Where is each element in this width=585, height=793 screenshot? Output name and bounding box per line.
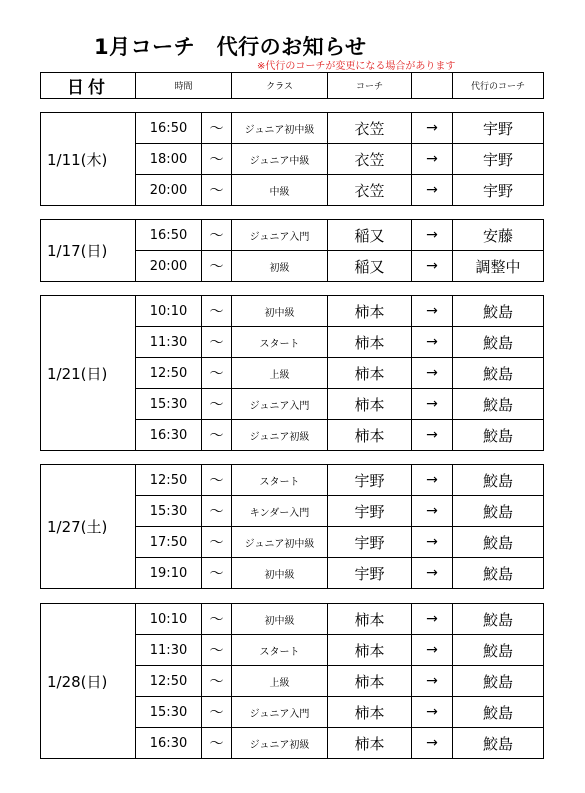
arrow-cell: →: [412, 558, 453, 589]
class-cell: 上級: [232, 358, 328, 389]
coach-cell: 宇野: [328, 558, 412, 589]
time-cell: 12:50: [136, 358, 202, 389]
time-cell: 11:30: [136, 327, 202, 358]
substitute-cell: 鮫島: [453, 465, 544, 496]
date-cell: 1/17(日): [41, 220, 136, 282]
arrow-cell: →: [412, 728, 453, 759]
tilde-cell: ～: [202, 389, 232, 420]
arrow-cell: →: [412, 389, 453, 420]
arrow-cell: →: [412, 496, 453, 527]
substitute-cell: 調整中: [453, 251, 544, 282]
date-cell: 1/28(日): [41, 604, 136, 759]
tilde-cell: ～: [202, 327, 232, 358]
tilde-cell: ～: [202, 527, 232, 558]
coach-cell: 衣笠: [328, 113, 412, 144]
arrow-cell: →: [412, 527, 453, 558]
coach-cell: 柿本: [328, 728, 412, 759]
class-cell: ジュニア初中級: [232, 527, 328, 558]
arrow-cell: →: [412, 420, 453, 451]
substitute-cell: 鮫島: [453, 635, 544, 666]
time-cell: 15:30: [136, 697, 202, 728]
header-arrow-blank: [412, 73, 453, 99]
arrow-cell: →: [412, 635, 453, 666]
time-cell: 17:50: [136, 527, 202, 558]
time-cell: 11:30: [136, 635, 202, 666]
class-cell: 初中級: [232, 558, 328, 589]
class-cell: 中級: [232, 175, 328, 206]
substitute-cell: 鮫島: [453, 420, 544, 451]
schedule-group-table: [40, 219, 544, 282]
coach-cell: 稲又: [328, 251, 412, 282]
time-cell: 16:30: [136, 420, 202, 451]
coach-cell: 柿本: [328, 296, 412, 327]
tilde-cell: ～: [202, 496, 232, 527]
time-cell: 16:50: [136, 220, 202, 251]
arrow-cell: →: [412, 296, 453, 327]
time-cell: 12:50: [136, 666, 202, 697]
substitute-cell: 鮫島: [453, 327, 544, 358]
header-time: 時間: [136, 73, 232, 99]
coach-cell: 柿本: [328, 327, 412, 358]
date-cell: 1/11(木): [41, 113, 136, 206]
coach-cell: 宇野: [328, 465, 412, 496]
substitute-cell: 鮫島: [453, 604, 544, 635]
time-cell: 15:30: [136, 389, 202, 420]
tilde-cell: ～: [202, 728, 232, 759]
coach-cell: 柿本: [328, 389, 412, 420]
schedule-group-table: [40, 112, 544, 206]
tilde-cell: ～: [202, 604, 232, 635]
coach-cell: 柿本: [328, 604, 412, 635]
date-cell: 1/21(日): [41, 296, 136, 451]
schedule-group-table: [40, 464, 544, 589]
substitute-cell: 鮫島: [453, 296, 544, 327]
class-cell: 初中級: [232, 296, 328, 327]
substitute-cell: 宇野: [453, 113, 544, 144]
tilde-cell: ～: [202, 635, 232, 666]
substitute-cell: 鮫島: [453, 358, 544, 389]
tilde-cell: ～: [202, 175, 232, 206]
tilde-cell: ～: [202, 420, 232, 451]
class-cell: ジュニア初級: [232, 420, 328, 451]
substitute-cell: 安藤: [453, 220, 544, 251]
arrow-cell: →: [412, 251, 453, 282]
substitute-cell: 鮫島: [453, 697, 544, 728]
arrow-cell: →: [412, 697, 453, 728]
coach-cell: 衣笠: [328, 175, 412, 206]
table-row: [41, 296, 544, 327]
coach-cell: 宇野: [328, 496, 412, 527]
time-cell: 16:30: [136, 728, 202, 759]
class-cell: スタート: [232, 465, 328, 496]
class-cell: ジュニア入門: [232, 697, 328, 728]
date-cell: 1/27(土): [41, 465, 136, 589]
class-cell: ジュニア初中級: [232, 113, 328, 144]
table-row: [41, 113, 544, 144]
time-cell: 20:00: [136, 251, 202, 282]
coach-cell: 柿本: [328, 635, 412, 666]
coach-cell: 衣笠: [328, 144, 412, 175]
tilde-cell: ～: [202, 296, 232, 327]
time-cell: 10:10: [136, 604, 202, 635]
tilde-cell: ～: [202, 144, 232, 175]
arrow-cell: →: [412, 113, 453, 144]
time-cell: 18:00: [136, 144, 202, 175]
substitute-cell: 鮫島: [453, 496, 544, 527]
coach-cell: 柿本: [328, 420, 412, 451]
substitute-cell: 鮫島: [453, 527, 544, 558]
coach-cell: 稲又: [328, 220, 412, 251]
class-cell: 上級: [232, 666, 328, 697]
time-cell: 10:10: [136, 296, 202, 327]
table-row: [41, 465, 544, 496]
header-date: 日付: [41, 73, 136, 99]
time-cell: 15:30: [136, 496, 202, 527]
arrow-cell: →: [412, 358, 453, 389]
class-cell: ジュニア初級: [232, 728, 328, 759]
substitute-cell: 鮫島: [453, 728, 544, 759]
substitute-cell: 鮫島: [453, 666, 544, 697]
class-cell: ジュニア入門: [232, 220, 328, 251]
header-class: クラス: [232, 73, 328, 99]
substitute-cell: 鮫島: [453, 558, 544, 589]
arrow-cell: →: [412, 144, 453, 175]
time-cell: 20:00: [136, 175, 202, 206]
substitute-cell: 鮫島: [453, 389, 544, 420]
table-row: [41, 604, 544, 635]
class-cell: 初級: [232, 251, 328, 282]
tilde-cell: ～: [202, 220, 232, 251]
header-substitute: 代行のコーチ: [453, 73, 544, 99]
arrow-cell: →: [412, 604, 453, 635]
time-cell: 12:50: [136, 465, 202, 496]
tilde-cell: ～: [202, 558, 232, 589]
tilde-cell: ～: [202, 358, 232, 389]
coach-cell: 柿本: [328, 358, 412, 389]
tilde-cell: ～: [202, 251, 232, 282]
coach-cell: 柿本: [328, 697, 412, 728]
class-cell: キンダー入門: [232, 496, 328, 527]
coach-cell: 柿本: [328, 666, 412, 697]
arrow-cell: →: [412, 666, 453, 697]
header-coach: コーチ: [328, 73, 412, 99]
header-row: [41, 73, 544, 99]
time-cell: 16:50: [136, 113, 202, 144]
substitute-cell: 宇野: [453, 144, 544, 175]
page-title: 1月コーチ 代行のお知らせ: [94, 35, 367, 59]
class-cell: スタート: [232, 635, 328, 666]
class-cell: 初中級: [232, 604, 328, 635]
tilde-cell: ～: [202, 666, 232, 697]
tilde-cell: ～: [202, 465, 232, 496]
tilde-cell: ～: [202, 697, 232, 728]
arrow-cell: →: [412, 327, 453, 358]
coach-cell: 宇野: [328, 527, 412, 558]
class-cell: ジュニア中級: [232, 144, 328, 175]
change-notice: ※代行のコーチが変更になる場合があります: [257, 61, 456, 72]
class-cell: ジュニア入門: [232, 389, 328, 420]
header-table: [40, 72, 544, 99]
arrow-cell: →: [412, 465, 453, 496]
schedule-group-table: [40, 295, 544, 451]
arrow-cell: →: [412, 175, 453, 206]
table-row: [41, 220, 544, 251]
substitute-cell: 宇野: [453, 175, 544, 206]
class-cell: スタート: [232, 327, 328, 358]
arrow-cell: →: [412, 220, 453, 251]
schedule-group-table: [40, 603, 544, 759]
tilde-cell: ～: [202, 113, 232, 144]
time-cell: 19:10: [136, 558, 202, 589]
